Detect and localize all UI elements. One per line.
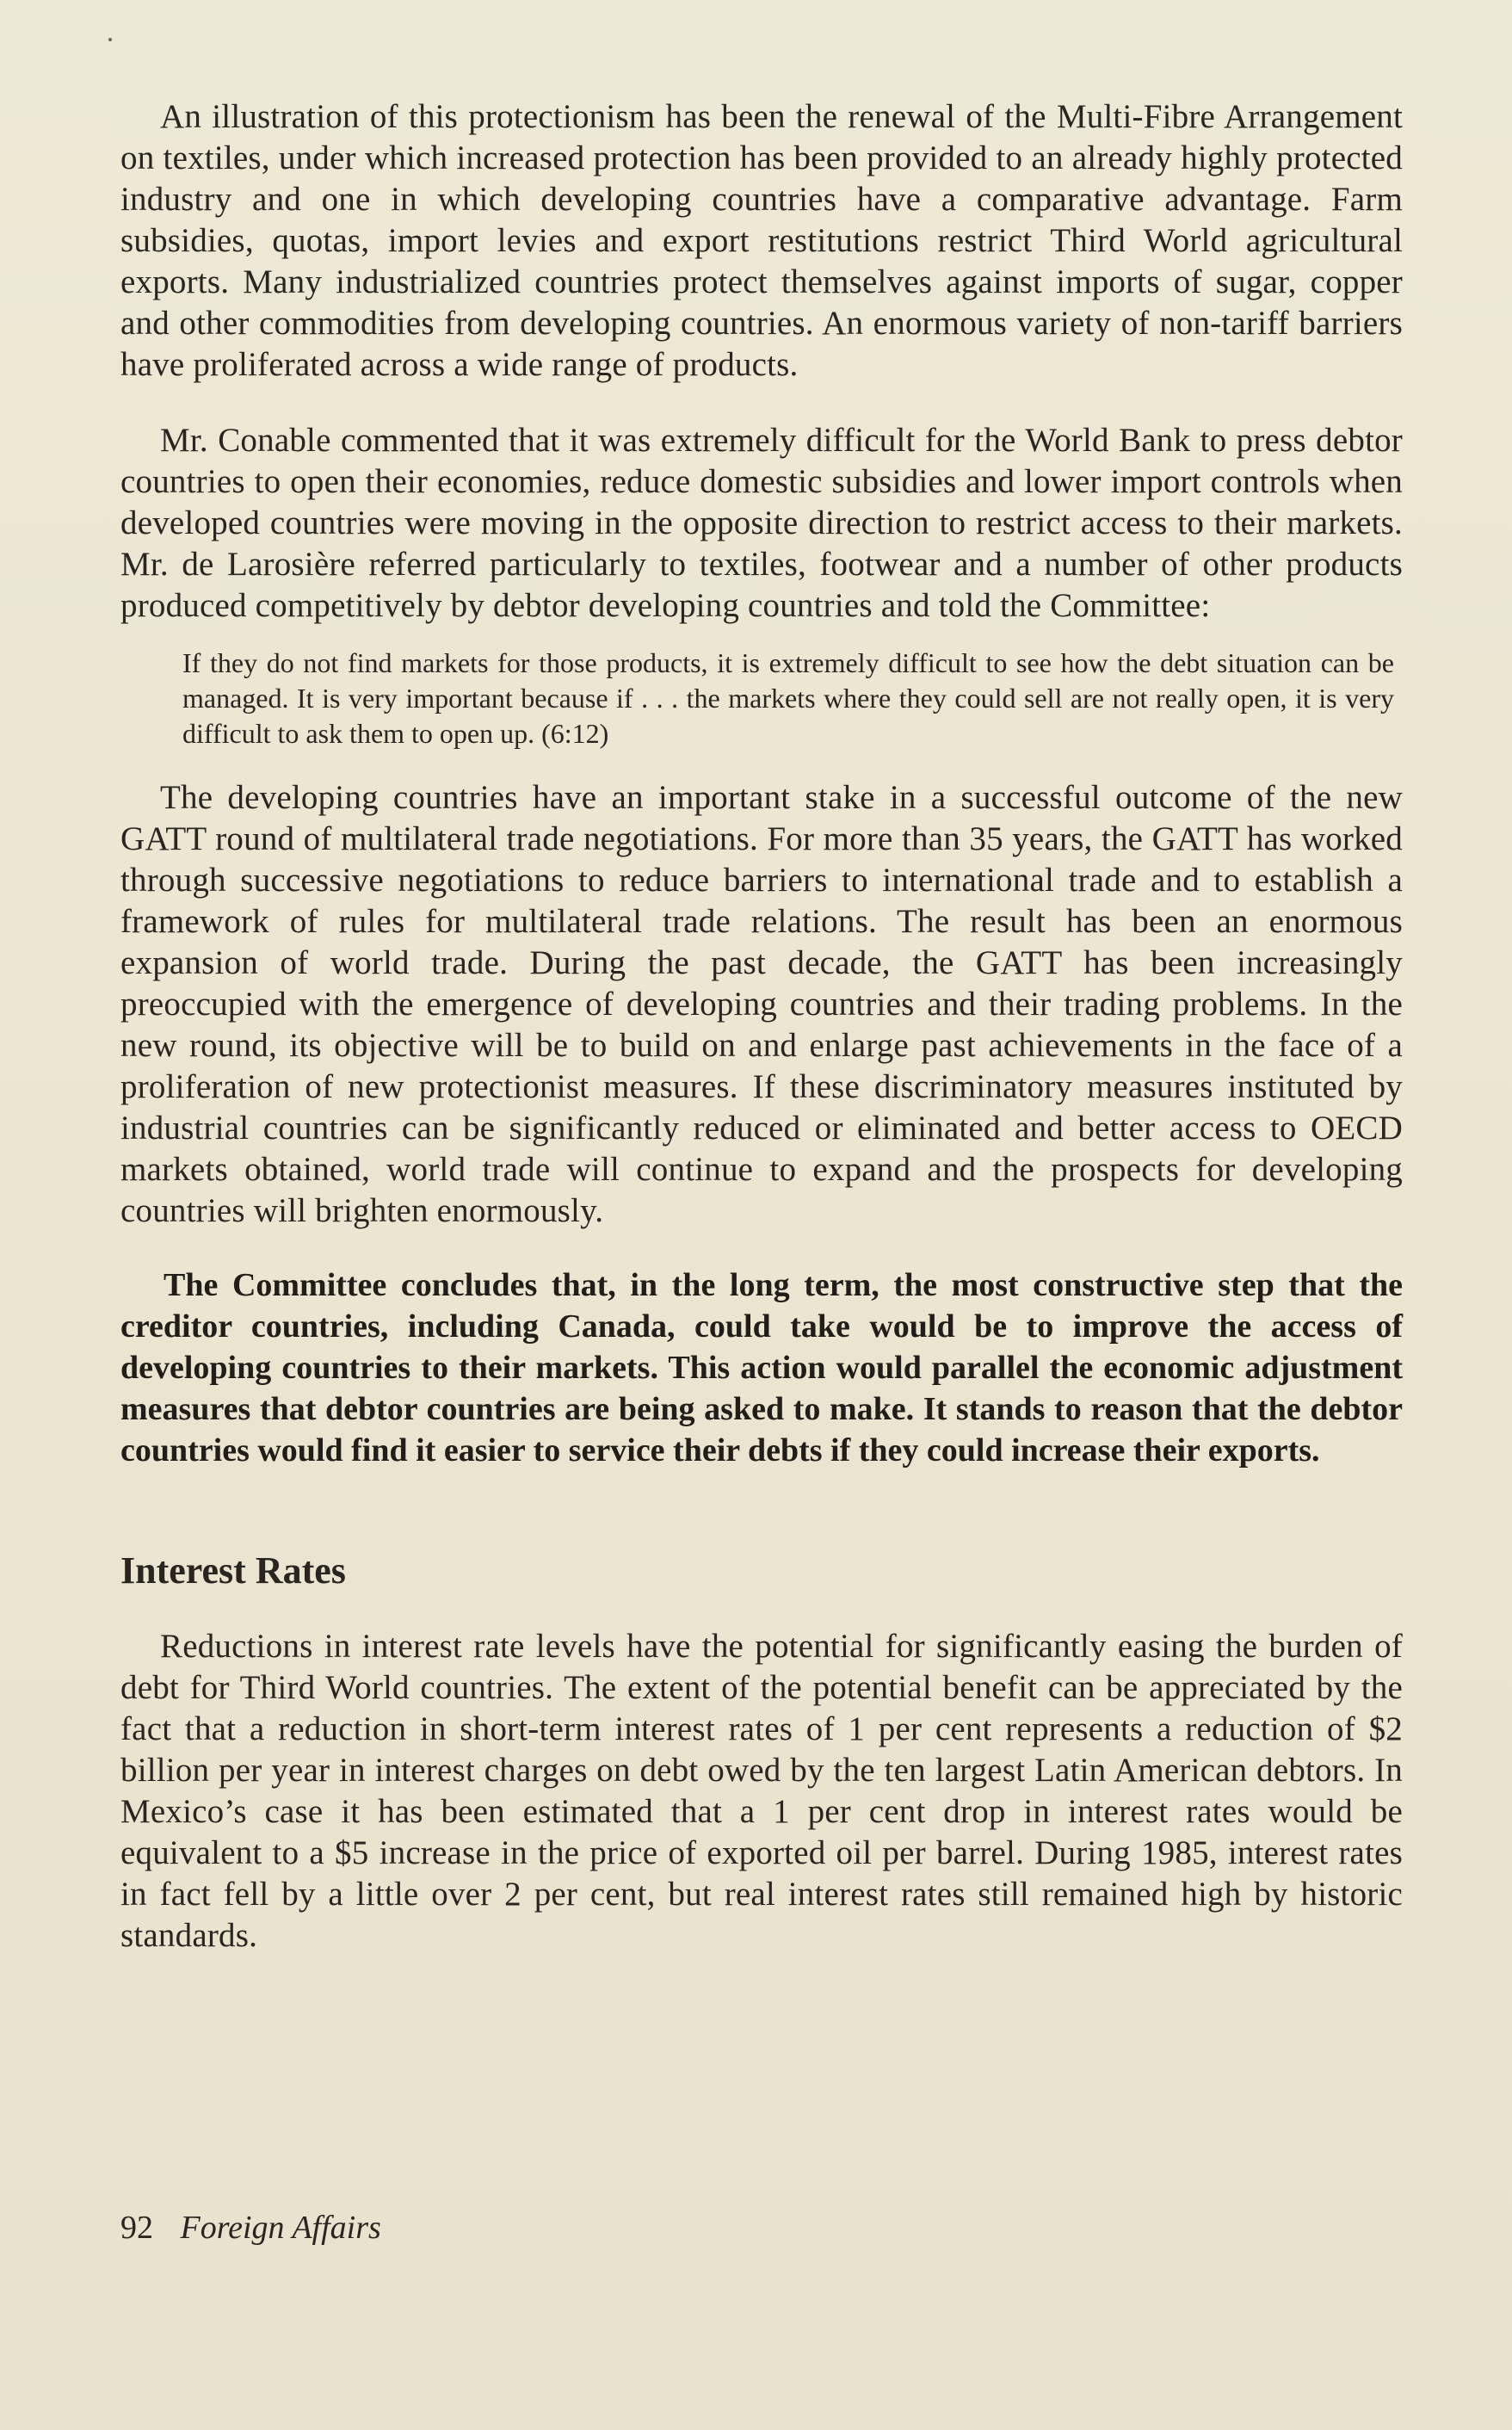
paragraph-protectionism: An illustration of this protectionism has been the renewal of the Multi-Fibre Arrangement on textiles, under which increased protection has been provided to an already highly protected industry and one in which developing countries have a comparative advantage. Farm subsidies, quotas, import levies and export restitutions restrict Third World agricultural exports. Many industrialized countries protect themselves against imports of sugar, copper and other commodities from developing countries. An enormous variety of non-tariff barriers have proliferated across a wide range of products.: [120, 98, 1403, 383]
paragraph-conable: Mr. Conable commented that it was extremely difficult for the World Bank to press debtor countries to open their economies, reduce domestic subsidies and lower import controls when developed countries were moving in the opposite direction to restrict access to their markets. Mr. de Larosière referred particularly to textiles, footwear and a number of other products produced competitively by debtor developing countries and told the Committee:: [120, 422, 1403, 624]
journal-title: Foreign Affairs: [180, 2210, 381, 2246]
committee-conclusion: The Committee concludes that, in the long term, the most constructive step that the creditor countries, including Canada, could take would be to improve the access of developing countries to their markets. This action would parallel the economic adjustment measures that debtor countries are being asked to make. It stands to reason that the debtor countries would find it easier to service their debts if they could increase their exports.: [120, 1267, 1403, 1469]
block-quote: If they do not find markets for those products, it is extremely difficult to see how the debt situation can be managed. It is very important because if . . . the markets where they could sell are not really open, it is very difficult to ask them to open up. (6:12): [182, 647, 1394, 749]
page-footer: [120, 2209, 381, 2247]
scan-dot: [108, 38, 112, 41]
paragraph-gatt: The developing countries have an important stake in a successful outcome of the new GATT round of multilateral trade negotiations. For more than 35 years, the GATT has worked through successive negotiations to reduce barriers to international trade and to establish a framework of rules for multilateral trade relations. The result has been an enormous expansion of world trade. During the past decade, the GATT has been increasingly preoccupied with the emergence of developing countries and their trading problems. In the new round, its objective will be to build on and enlarge past achievements in the face of a proliferation of new protectionist measures. If these discriminatory measures instituted by industrial countries can be significantly reduced or eliminated and better access to OECD markets obtained, world trade will continue to expand and the prospects for developing countries will brighten enormously.: [120, 779, 1403, 1229]
section-heading-interest-rates: Interest Rates: [120, 1549, 346, 1592]
paragraph-interest-rates: Reductions in interest rate levels have the potential for significantly easing the burden of debt for Third World countries. The extent of the potential benefit can be appreciated by the fact that a reduction in short-term interest rates of 1 per cent represents a reduction of $2 billion per year in interest charges on debt owed by the ten largest Latin American debtors. In Mexico’s case it has been estimated that a 1 per cent drop in interest rates would be equivalent to a $5 increase in the price of exported oil per barrel. During 1985, interest rates in fact fell by a little over 2 per cent, but real interest rates still remained high by historic standards.: [120, 1628, 1403, 1954]
page-number: 92: [120, 2210, 153, 2246]
text-column: [120, 96, 1403, 1957]
